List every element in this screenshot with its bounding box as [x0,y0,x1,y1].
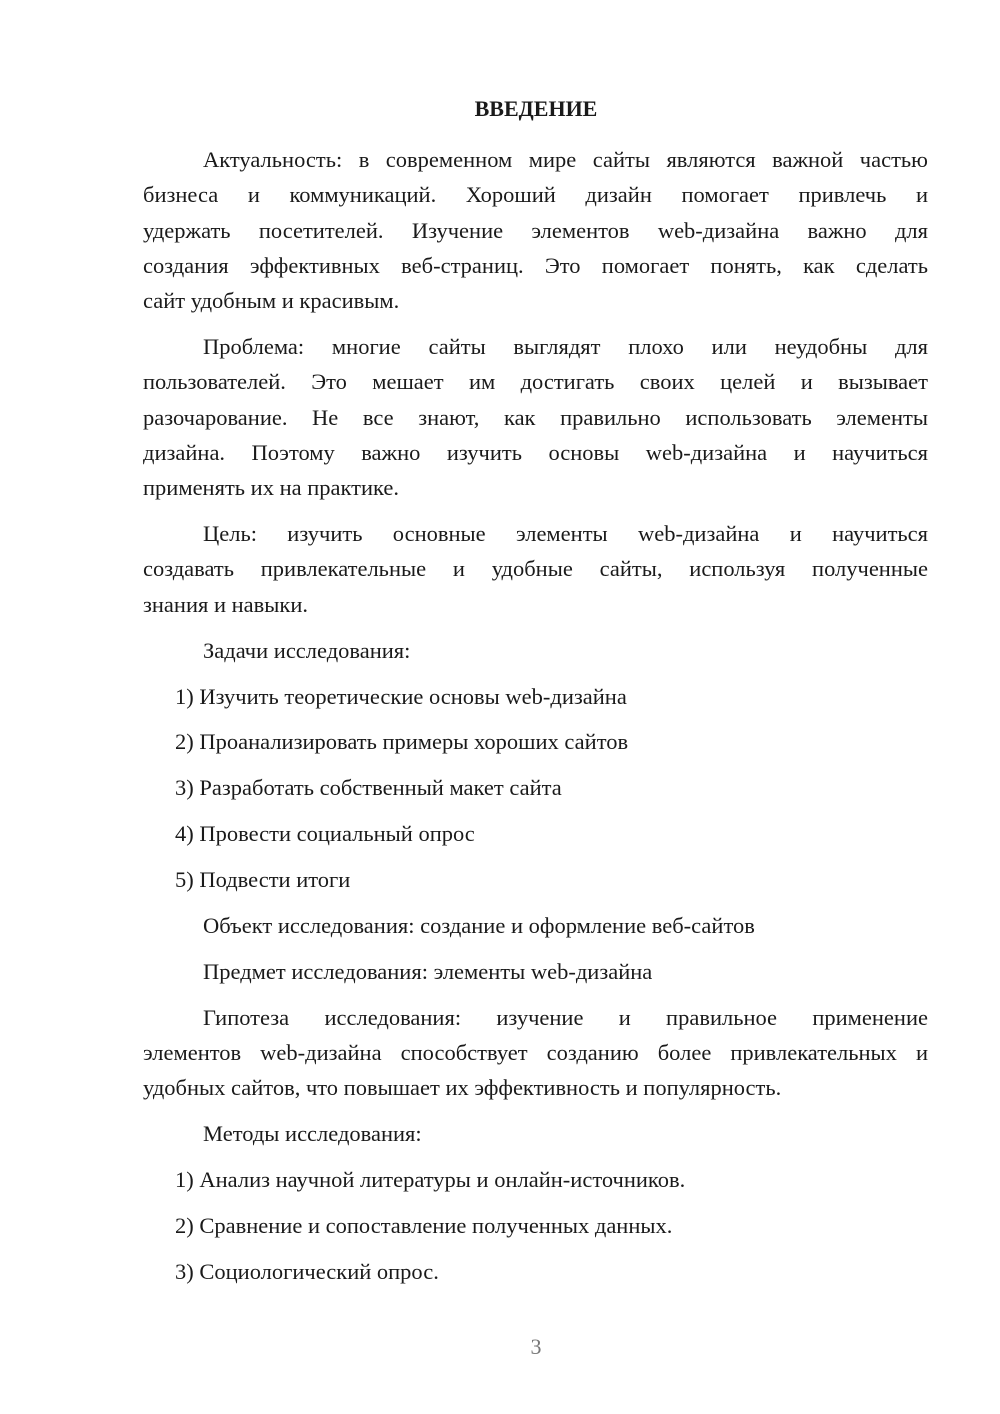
text-line: Предмет исследования: элементы web-дизайна [203,958,653,984]
text-line: 1) Изучить теоретические основы web-дизайна [175,683,627,709]
list-item [143,1162,928,1197]
text-line: Объект исследования: создание и оформление веб-сайтов [203,912,755,938]
text-line: Гипотеза исследования: изучение и правильное применение [203,1004,928,1030]
paragraph [143,329,928,505]
text-line: удержать посетителей. Изучение элементов web-дизайна важно для [143,217,928,243]
text-line: Актуальность: в современном мире сайты являются важной частью [203,147,928,172]
text-line: элементов web-дизайна способствует созданию более привлекательных и [143,1040,928,1066]
text-line: 1) Анализ научной литературы и онлайн-источников. [175,1167,686,1193]
paragraph [143,908,928,943]
text-line: дизайна. Поэтому важно изучить основы web-дизайна и научиться [143,439,928,465]
list-item [143,816,928,851]
text-line: создания эффективных веб-страниц. Это помогает понять, как сделать [143,252,928,278]
text-line: Цель: изучить основные элементы web-дизайна и научиться [203,521,928,547]
list-item [143,1254,928,1289]
text-line: создавать привлекательные и удобные сайты, используя полученные [143,556,928,582]
list-item [143,1208,928,1243]
section-title: ВВЕДЕНИЕ [474,96,598,121]
text-line: знания и навыки. [143,591,309,617]
text-line: Проблема: многие сайты выглядят плохо или неудобны для [203,334,928,360]
list-item [143,679,928,714]
text-line: Задачи исследования: [203,637,411,663]
paragraph [143,142,928,318]
list-item [143,770,928,805]
paragraph [143,633,928,668]
text-line: 3) Разработать собственный макет сайта [175,775,562,801]
text-line: 5) Подвести итоги [175,867,351,893]
document-body [143,142,928,1300]
list-item [143,724,928,759]
text-line: 3) Социологический опрос. [175,1258,439,1284]
text-line: 2) Сравнение и сопоставление полученных данных. [175,1213,673,1239]
paragraph [143,1000,928,1106]
paragraph [143,516,928,622]
text-line: разочарование. Не все знают, как правильно использовать элементы [143,404,928,430]
paragraph [143,1116,928,1151]
page-number: 3 [530,1334,542,1359]
text-line: 4) Провести социальный опрос [175,821,475,847]
paragraph [143,954,928,989]
text-line: 2) Проанализировать примеры хороших сайтов [175,729,629,755]
text-line: пользователей. Это мешает им достигать своих целей и вызывает [143,369,928,395]
list-item [143,862,928,897]
text-line: удобных сайтов, что повышает их эффективность и популярность. [143,1075,782,1101]
text-line: сайт удобным и красивым. [143,288,400,314]
text-line: применять их на практике. [143,475,400,501]
text-line: бизнеса и коммуникаций. Хороший дизайн помогает привлечь и [143,182,928,208]
text-line: Методы исследования: [203,1121,422,1147]
